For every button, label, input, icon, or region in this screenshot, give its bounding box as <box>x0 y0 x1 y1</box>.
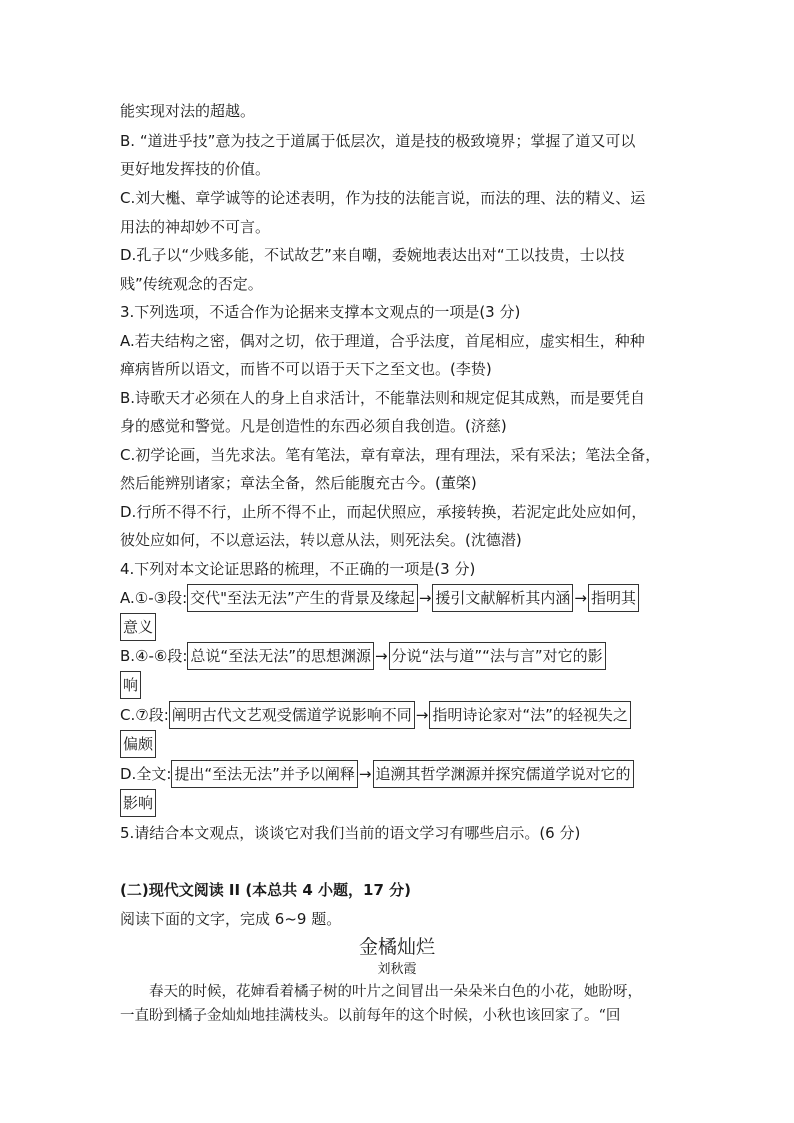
flow-box-continuation: 响 <box>120 671 141 699</box>
flow-box: 总说“至法无法”的思想渊源 <box>187 642 374 670</box>
question-3: 3.下列选项，不适合作为论据来支撑本文观点的一项是(3 分) <box>120 303 521 321</box>
option-d-line-1: D.孔子以“少贱多能，不试故艺”来自嘲，委婉地表达出对“工以技贵，士以技 <box>120 246 625 264</box>
text-line-1: 能实现对法的超越。 <box>120 102 256 120</box>
q4-option-c-continuation <box>120 730 156 758</box>
q4-option-a-flow <box>120 584 639 612</box>
question-4: 4.下列对本文论证思路的梳理，不正确的一项是(3 分) <box>120 560 476 578</box>
q3-option-a-line-2: 瘅病皆所以语文，而皆不可以语于天下之至文也。(李贽) <box>120 360 492 378</box>
arrow-right-icon: → <box>374 647 388 665</box>
flow-box-continuation: 影响 <box>120 789 156 817</box>
q4-option-b-continuation <box>120 671 141 699</box>
option-b-line-2: 更好地发挥技的价值。 <box>120 160 271 178</box>
story-author: 刘秋霞 <box>377 962 417 977</box>
flow-box: 指明诗论家对“法”的轻视失之 <box>429 701 631 729</box>
q3-option-b-line-2: 身的感觉和警觉。凡是创造性的东西必须自我创造。(济慈) <box>120 417 507 435</box>
flow-box: 追溯其哲学渊源并探究儒道学说对它的 <box>373 760 634 788</box>
q4-option-c-prefix: C.⑦段: <box>120 706 169 724</box>
q3-option-b-line-1: B.诗歌天才必须在人的身上自求活计，不能靠法则和规定促其成熟，而是要凭自 <box>120 389 646 407</box>
q4-option-d-continuation <box>120 789 156 817</box>
flow-box-continuation: 意义 <box>120 613 156 641</box>
question-5: 5.请结合本文观点，谈谈它对我们当前的语文学习有哪些启示。(6 分) <box>120 824 581 842</box>
q3-option-a-line-1: A.若夫结构之密，偶对之切，依于理道，合乎法度，首尾相应，虚实相生，种种 <box>120 332 645 350</box>
q4-option-a-continuation <box>120 613 156 641</box>
q3-option-c-line-2: 然后能辨别诸家；章法全备，然后能腹充古今。(董棨) <box>120 474 477 492</box>
flow-box: 阐明古代文艺观受儒道学说影响不同 <box>169 701 415 729</box>
q4-option-d-flow <box>120 760 634 788</box>
flow-box: 指明其 <box>588 584 639 612</box>
option-c-line-1: C.刘大櫆、章学诚等的论述表明，作为技的法能言说，而法的理、法的精义、运 <box>120 189 646 207</box>
option-d-line-2: 贱”传统观念的否定。 <box>120 275 263 293</box>
q4-option-a-prefix: A.①-③段: <box>120 589 188 607</box>
arrow-right-icon: → <box>418 589 432 607</box>
story-paragraph-line-2: 一直盼到橘子金灿灿地挂满枝头。以前每年的这个时候，小秋也该回家了。“回 <box>120 1008 621 1024</box>
flow-box: 交代"至法无法”产生的背景及缘起 <box>187 584 418 612</box>
story-title: 金橘灿烂 <box>358 936 435 958</box>
q4-option-d-prefix: D.全文: <box>120 765 172 783</box>
q4-option-b-flow <box>120 642 606 670</box>
flow-box: 分说“法与道”“法与言”对它的影 <box>389 642 606 670</box>
arrow-right-icon: → <box>358 765 372 783</box>
q3-option-d-line-1: D.行所不得不行，止所不得不止，而起伏照应，承接转换，若泥定此处应如何， <box>120 503 647 521</box>
flow-box-continuation: 偏颇 <box>120 730 156 758</box>
story-paragraph-line-1: 春天的时候，花婶看着橘子树的叶片之间冒出一朵朵米白色的小花，她盼呀， <box>120 984 642 1000</box>
arrow-right-icon: → <box>415 706 429 724</box>
q4-option-b-prefix: B.④-⑥段: <box>120 647 188 665</box>
section-instruction: 阅读下面的文字，完成 6~9 题。 <box>120 910 342 928</box>
arrow-right-icon: → <box>574 589 587 607</box>
flow-box: 提出“至法无法”并予以阐释 <box>171 760 358 788</box>
option-b-line-1: B. “道进乎技”意为技之于道属于低层次，道是技的极致境界；掌握了道又可以 <box>120 132 636 150</box>
q3-option-c-line-1: C.初学论画，当先求法。笔有笔法，章有章法，理有理法，采有采法；笔法全备， <box>120 446 661 464</box>
option-c-line-2: 用法的神却妙不可言。 <box>120 218 271 236</box>
q4-option-c-flow <box>120 701 631 729</box>
q3-option-d-line-2: 彼处应如何，不以意运法，转以意从法，则死法矣。(沈德潜) <box>120 531 522 549</box>
section-heading: (二)现代文阅读 II (本总共 4 小题，17 分) <box>120 881 412 899</box>
flow-box: 援引文献解析其内涵 <box>432 584 573 612</box>
